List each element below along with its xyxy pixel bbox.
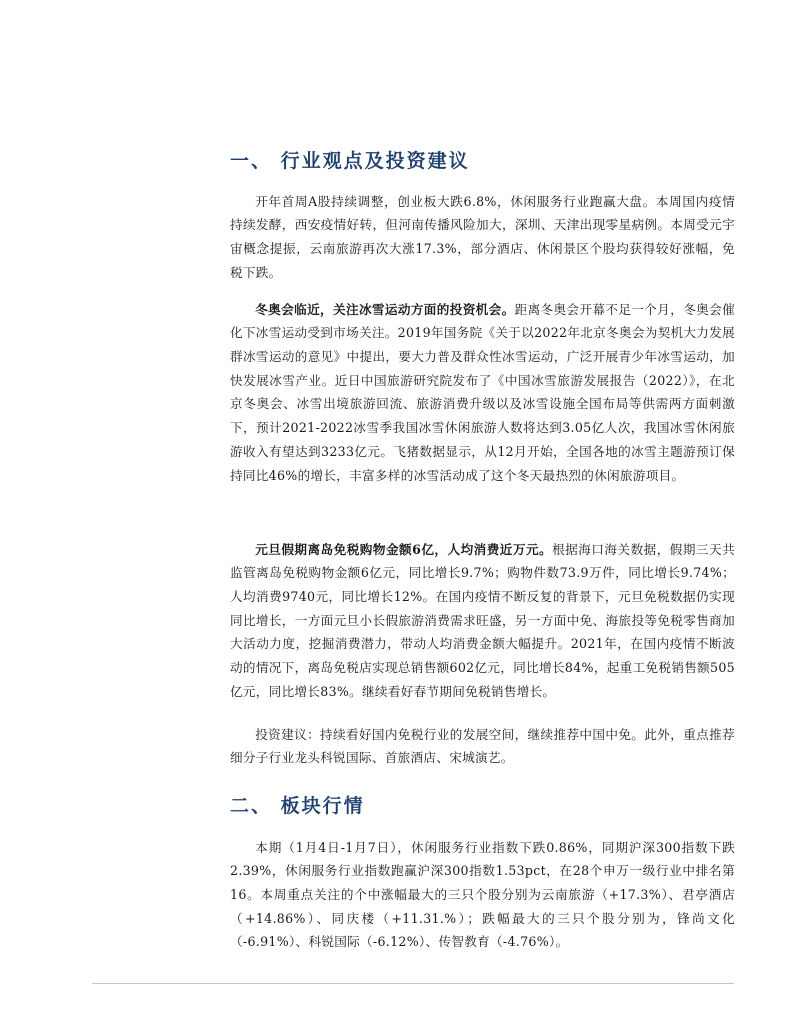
paragraph-market-overview: 开年首周A股持续调整，创业板大跌6.8%，休闲服务行业跑赢大盘。本周国内疫情持续发酵，西安疫情好转，但河南传播风险加大，深圳、天津出现零星病例。本周受元宇宙概念提振，云南旅游再次大涨17.3%，部分酒店、休闲景区个股均获得较好涨幅，免税下跌。	[230, 193, 735, 280]
paragraph-investment-advice: 投资建议：持续看好国内免税行业的发展空间，继续推荐中国中免。此外，重点推荐细分子行业龙头科锐国际、首旅酒店、宋城演艺。	[230, 726, 735, 766]
paragraph-lead-bold: 元旦假期离岛免税购物金额6亿，人均消费近万元。	[255, 541, 553, 557]
section-title-sector-performance: 二、 板块行情	[230, 795, 365, 817]
paragraph-body: 距离冬奥会开幕不足一个月，冬奥会催化下冰雪运动受到市场关注。2019年国务院《关于以2022年北京冬奥会为契机大力发展群冰雪运动的意见》中提出，要大力普及群众性冰雪运动，广泛开展青少年冰雪运动，加快发展冰雪产业。近日中国旅游研究院发布了《中国冰雪旅游发展报告（2022）》，在北京冬奥会、冰雪出境旅游回流、旅游消费升级以及冰雪设施全国布局等供需两方面刺激下，预计2021-2022冰雪季我国冰雪休闲旅游人数将达到3.05亿人次，我国冰雪休闲旅游收入有望达到3233亿元。飞猪数据显示，从12月开始，全国各地的冰雪主题游预订保持同比46%的增长，丰富多样的冰雪活动成了这个冬天最热烈的休闲旅游项目。	[230, 301, 736, 483]
paragraph-lead-bold: 冬奥会临近，关注冰雪运动方面的投资机会。	[255, 301, 515, 317]
paragraph-duty-free	[230, 538, 735, 704]
paragraph-winter-olympics	[230, 298, 735, 488]
section-title-industry-views: 一、 行业观点及投资建议	[230, 150, 470, 172]
paragraph-body: 根据海口海关数据，假期三天共监管离岛免税购物金额6亿元，同比增长9.7%；购物件数73.9万件，同比增长9.74%；人均消费9740元，同比增长12%。在国内疫情不断反复的背景下，元旦免税数据仍实现同比增长，一方面元旦小长假旅游消费需求旺盛，另一方面中免、海旅投等免税零售商加大活动力度，挖掘消费潜力，带动人均消费金额大幅提升。2021年，在国内疫情不断波动的情况下，离岛免税店实现总销售额602亿元，同比增长84%，起重工免税销售额505亿元，同比增长83%。继续看好春节期间免税销售增长。	[230, 541, 735, 699]
footer-divider	[92, 983, 734, 984]
paragraph-sector-performance: 本期（1月4日-1月7日），休闲服务行业指数下跌0.86%，同期沪深300指数下跌2.39%，休闲服务行业指数跑赢沪深300指数1.53pct，在28个申万一级行业中排名第16。本周重点关注的个中涨幅最大的三只个股分别为云南旅游（+17.3%）、君亭酒店（+14.86%）、同庆楼（+11.31.%）；跌幅最大的三只个股分别为，锋尚文化（-6.91%）、科锐国际（-6.12%）、传智教育（-4.76%）。	[230, 839, 735, 950]
